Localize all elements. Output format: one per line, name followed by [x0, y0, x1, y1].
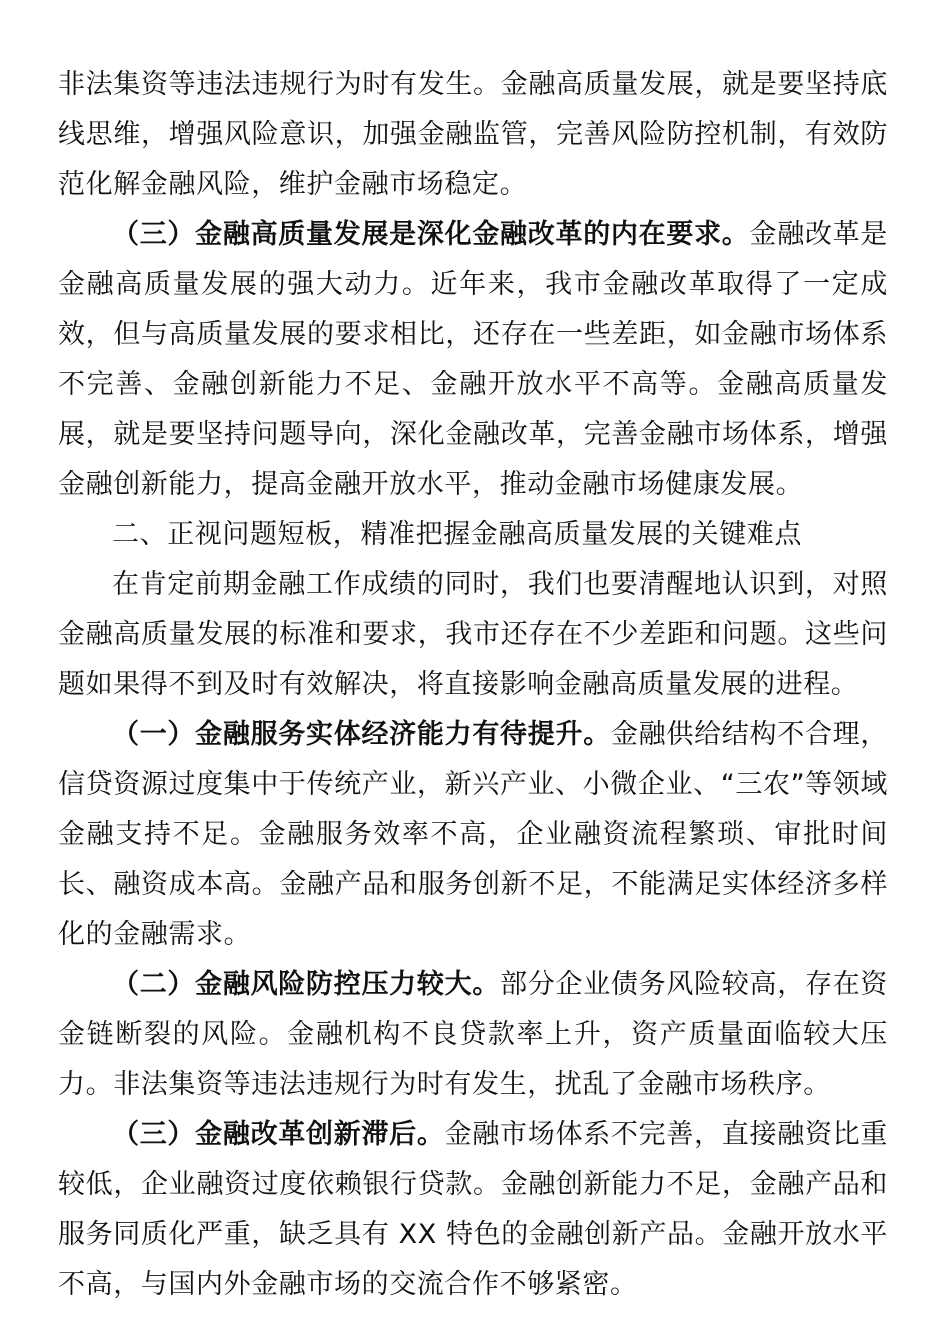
paragraph-problems-intro: [58, 560, 888, 710]
paragraph-text: 金融改革是金融高质量发展的强大动力。近年来，我市金融改革取得了一定成效，但与高质量发展的要求相比，还存在一些差距，如金融市场体系不完善、金融创新能力不足、金融开放水平不高等。金融高质量发展，就是要坚持问题导向，深化金融改革，完善金融市场体系，增强金融创新能力，提高金融开放水平，推动金融市场健康发展。: [58, 219, 888, 500]
paragraph-risk-continuation: [58, 60, 888, 210]
subsection-heading: （一）金融服务实体经济能力有待提升。: [112, 719, 611, 750]
paragraph-service-capacity: [58, 710, 888, 960]
paragraph-text: 在肯定前期金融工作成绩的同时，我们也要清醒地认识到，对照金融高质量发展的标准和要求，我市还存在不少差距和问题。这些问题如果得不到及时有效解决，将直接影响金融高质量发展的进程。: [58, 569, 888, 700]
document-body: [58, 60, 888, 1310]
paragraph-text: 部分企业债务风险较高，存在资金链断裂的风险。金融机构不良贷款率上升，资产质量面临较大压力。非法集资等违法违规行为时有发生，扰乱了金融市场秩序。: [58, 969, 888, 1100]
subsection-heading: （三）金融改革创新滞后。: [112, 1119, 445, 1150]
paragraph-reform-lag: [58, 1110, 888, 1310]
paragraph-risk-pressure: [58, 960, 888, 1110]
subsection-heading: （三）金融高质量发展是深化金融改革的内在要求。: [112, 219, 750, 250]
section-title: 二、正视问题短板，精准把握金融高质量发展的关键难点: [112, 519, 802, 550]
paragraph-text: 金融市场体系不完善，直接融资比重较低，企业融资过度依赖银行贷款。金融创新能力不足，金融产品和服务同质化严重，缺乏具有 XX 特色的金融创新产品。金融开放水平不高，与国内外金融市场的交流合作不够紧密。: [58, 1119, 888, 1300]
paragraph-reform-requirement: [58, 210, 888, 510]
subsection-heading: （二）金融风险防控压力较大。: [112, 969, 501, 1000]
section-heading-problems: [58, 510, 888, 560]
paragraph-text: 金融供给结构不合理，信贷资源过度集中于传统产业，新兴产业、小微企业、“三农”等领域金融支持不足。金融服务效率不高，企业融资流程繁琐、审批时间长、融资成本高。金融产品和服务创新不足，不能满足实体经济多样化的金融需求。: [58, 719, 888, 950]
paragraph-text: 非法集资等违法违规行为时有发生。金融高质量发展，就是要坚持底线思维，增强风险意识，加强金融监管，完善风险防控机制，有效防范化解金融风险，维护金融市场稳定。: [58, 69, 888, 200]
